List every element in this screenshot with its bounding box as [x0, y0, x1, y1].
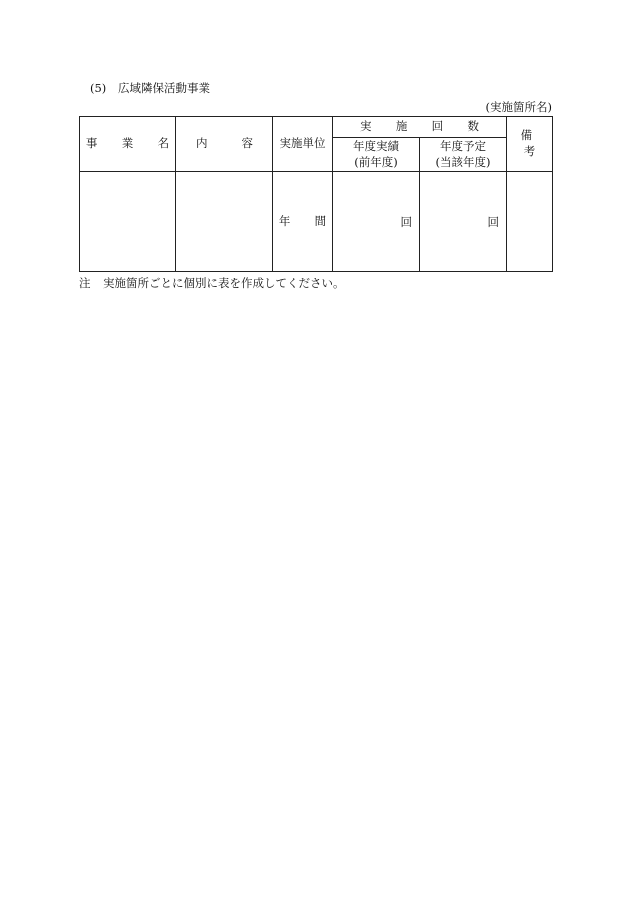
cell-content: [176, 172, 273, 272]
footnote-mark: 注: [79, 276, 91, 290]
header-planned: 年度予定 (当該年度): [420, 138, 507, 172]
cell-project-name: [80, 172, 176, 272]
header-actual: 年度実績 (前年度): [333, 138, 420, 172]
footnote: [79, 275, 345, 291]
header-unit: 実施単位: [273, 117, 333, 172]
activity-table: [79, 116, 553, 272]
cell-planned: [420, 172, 507, 272]
cell-actual: [333, 172, 420, 272]
planned-count-unit: 回: [487, 214, 500, 229]
actual-count-unit: 回: [400, 214, 412, 229]
section-number: (5): [90, 81, 107, 95]
header-remarks: 備 考: [507, 117, 553, 172]
header-project-name: 事 業 名: [80, 117, 176, 172]
section-heading: [90, 80, 210, 96]
footnote-text: 実施箇所ごとに個別に表を作成してください。: [103, 276, 345, 290]
cell-remarks: [507, 172, 553, 272]
header-count-group: 実 施 回 数: [333, 117, 507, 138]
location-label: (実施箇所名): [485, 100, 552, 114]
header-content: 内 容: [176, 117, 273, 172]
section-title: 広域隣保活動事業: [118, 81, 210, 95]
cell-unit: 年 間: [273, 172, 333, 272]
